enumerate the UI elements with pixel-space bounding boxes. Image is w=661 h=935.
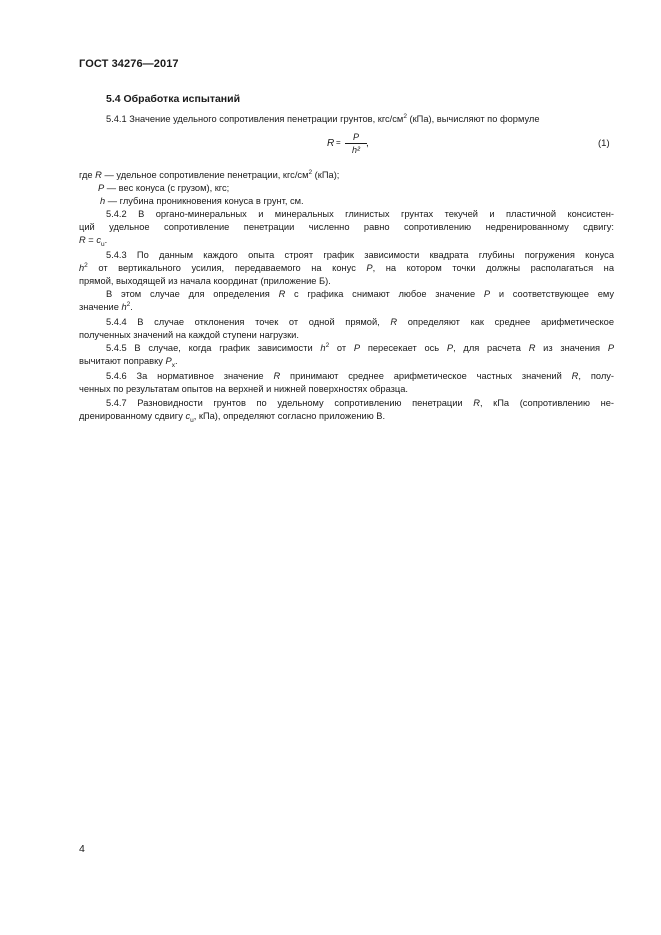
paragraph-5-4-4-line-2: полученных значений на каждой ступени нагрузки. [79, 330, 299, 340]
paragraph-5-4-2-line-3: $R = c_u$. [79, 235, 108, 248]
paragraph-5-4-6-line-1: 5.4.6 За нормативное значение R принимают среднее арифметическое частных значений R, полу- [106, 371, 614, 381]
paragraph-5-4-3-line-1: 5.4.3 По данным каждого опыта строят график зависимости квадрата глубины погружения конуса [106, 250, 614, 260]
paragraph-5-4-7-line-2: дренированному сдвигу $c_u$, кПа), определяют согласно приложению В. [79, 411, 386, 424]
where-p-line: P — вес конуса (с грузом), кгс; [98, 183, 230, 193]
paragraph-5-4-3-line-4: В этом случае для определения R с графика снимают любое значение P и соответствующее ему [106, 289, 615, 299]
where-r-line: где R — удельное сопротивление пенетрации, кгс/$см^2$ (кПа); [79, 168, 340, 180]
formula-lhs: R [327, 138, 335, 149]
document-header: ГОСТ 34276—2017 [79, 58, 179, 70]
where-h-line: h — глубина проникновения конуса в грунт, см. [100, 196, 304, 206]
formula-comma: , [366, 138, 369, 149]
section-title: 5.4 Обработка испытаний [106, 93, 241, 105]
paragraph-5-4-6-line-2: ченных по результатам опытов на верхней и нижней поверхностях образца. [79, 384, 408, 394]
paragraph-5-4-1: 5.4.1 Значение удельного сопротивления пенетрации грунтов, кгс/$см^2$ (кПа), вычисляют по формуле [106, 112, 540, 124]
paragraph-5-4-5-line-1: 5.4.5 В случае, когда график зависимости $h^2$ от P пересекает ось P, для расчета R из значения P [106, 341, 615, 353]
formula-equals: = [336, 138, 341, 147]
paragraph-5-4-7-line-1: 5.4.7 Разновидности грунтов по удельному сопротивлению пенетрации R, кПа (сопротивлению не- [106, 398, 614, 408]
formula-fraction [345, 132, 367, 155]
formula-numerator: P [345, 132, 367, 144]
formula-denominator: h² [351, 145, 360, 155]
paragraph-5-4-3-line-3: прямой, выходящей из начала координат (приложение Б). [79, 276, 331, 286]
page-number: 4 [79, 843, 85, 855]
paragraph-5-4-2-line-1: 5.4.2 В органо-минеральных и минеральных глинистых грунтах текучей и пластичной консистен- [106, 209, 614, 219]
paragraph-5-4-2-line-2: ций удельное сопротивление пенетрации численно равно сопротивлению недренированному сдвигу: [79, 222, 614, 232]
paragraph-5-4-5-line-2: вычитают поправку $P_x$. [79, 356, 178, 369]
paragraph-5-4-4-line-1: 5.4.4 В случае отклонения точек от одной прямой, R определяют как среднее арифметическое [106, 317, 615, 327]
formula-number: (1) [598, 138, 610, 149]
paragraph-5-4-3-line-2: $h^2$ от вертикального усилия, передаваемого на конус P, на котором точки должны располагаться на [79, 261, 614, 273]
paragraph-5-4-3-line-5: значение $h^2$. [79, 300, 133, 312]
